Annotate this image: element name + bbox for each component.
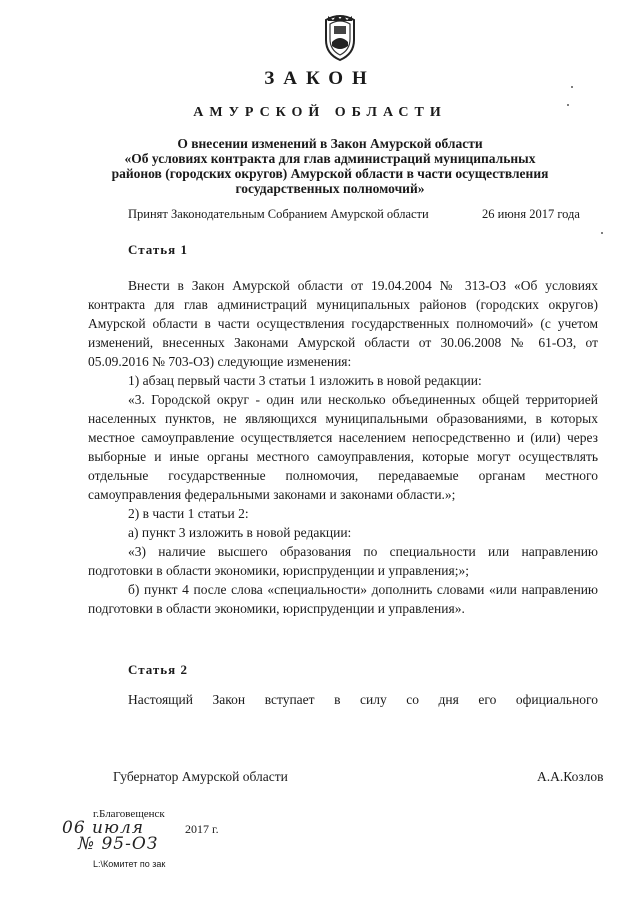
article-1-intro: Внести в Закон Амурской области от 19.04.2004 № 313-ОЗ «Об условиях контракта для глав администраций муниципальных районов (городских округов) Амурской области в части осуществления государственных полномочий» (с учетом изменений, внесенных Законами Амурской области от 30.06.2008 № 61-ОЗ, от 05.09.2016 № 703-ОЗ) следующие изменения: xyxy=(88,278,598,369)
handwritten-date: 06 июля xyxy=(62,818,145,838)
file-path-note: L:\Комитет по зак xyxy=(93,859,166,869)
scan-speck xyxy=(571,86,573,88)
article-1-body xyxy=(88,276,598,618)
coat-of-arms-emblem xyxy=(320,12,360,62)
article-1-item-2b: б) пункт 4 после слова «специальности» дополнить словами «или направлению подготовки в области экономики, юриспруденции и управления». xyxy=(88,582,598,616)
article-1-item-2a: а) пункт 3 изложить в новой редакции: xyxy=(128,525,352,540)
article-1-item-2a-quote: «3) наличие высшего образования по специальности или направлению подготовки в области экономики, юриспруденции и управления;»; xyxy=(88,544,598,578)
signatory-name: А.А.Козлов xyxy=(537,769,604,784)
signing-place: г.Благовещенск xyxy=(93,808,165,820)
law-title-line: районов (городских округов) Амурской области в части осуществления xyxy=(111,166,549,181)
scan-speck xyxy=(601,232,603,234)
article-1-item-2: 2) в части 1 статьи 2: xyxy=(128,506,249,521)
law-title-line: «Об условиях контракта для глав администраций муниципальных xyxy=(124,151,536,166)
article-1-heading: Статья 1 xyxy=(128,242,188,257)
handwritten-law-number: № 95-ОЗ xyxy=(78,834,159,854)
document-type-heading: ЗАКОН xyxy=(264,68,376,89)
signing-year: 2017 г. xyxy=(185,822,219,836)
adoption-date: 26 июня 2017 года xyxy=(482,207,580,221)
article-1-item-1-quote: «3. Городской округ - один или несколько объединенных общей территорией населенных пунктов, не являющихся муниципальными образованиями, в которых местное самоуправление осуществляется населением непосредственно и (или) через выборные и иные органы местного самоуправления, которые могут осуществлять отдельные государственные полномочия, передаваемые органам местного самоуправления федеральными законами и законами области.»; xyxy=(88,392,598,502)
adoption-statement: Принят Законодательным Собранием Амурской области xyxy=(128,207,429,221)
law-title-line: государственных полномочий» xyxy=(235,181,425,196)
article-2-text: Настоящий Закон вступает в силу со дня его официального xyxy=(128,692,598,707)
article-2-body xyxy=(88,690,598,709)
scan-speck xyxy=(567,104,569,106)
law-title xyxy=(100,136,560,196)
signatory-title: Губернатор Амурской области xyxy=(113,769,288,784)
law-title-line: О внесении изменений в Закон Амурской области xyxy=(177,136,483,151)
article-2-heading: Статья 2 xyxy=(128,662,188,677)
article-1-item-1: 1) абзац первый части 3 статьи 1 изложить в новой редакции: xyxy=(128,373,482,388)
region-heading: АМУРСКОЙ ОБЛАСТИ xyxy=(193,105,447,120)
